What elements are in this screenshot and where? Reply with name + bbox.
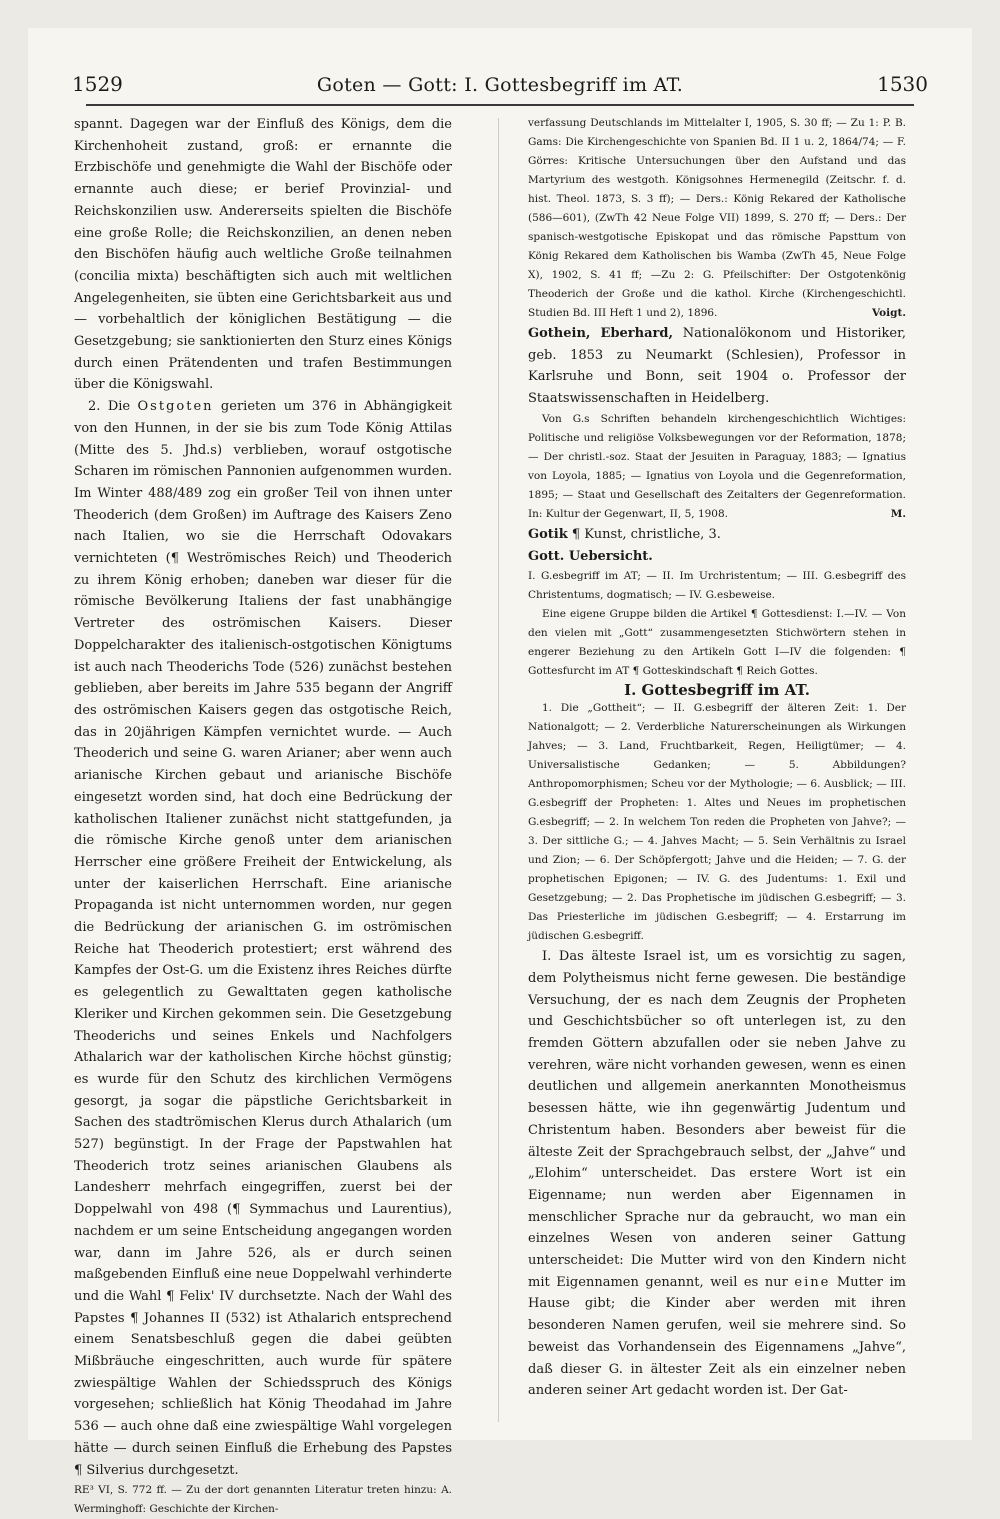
paragraph-westgoten-end: spannt. Dagegen war der Einfluß des Königs, dem die Kirchenhoheit zustand, groß: er ernannte die Erzbischöfe und genehmigte die Wahl der Bischöfe oder ernannte auch diese; er berief Provinzial- und Reichskonzilien usw. Andererseits spielten die Bischöfe eine große Rolle; die Reichskonzilien, an denen neben den Bischöfen häufig auch weltliche Große teilnahmen (concilia mixta) beschäftigten sich auch mit weltlichen Angelegenheiten, sie übten eine Gerichtsbarkeit aus und — vorbehaltlich der königlichen Bestätigung — die Gesetzgebung; sie sanktionierten den Sturz eines Königs durch einen Prätendenten und trafen Bestimmungen über die Königswahl. bbox=[74, 117, 452, 393]
header-rule bbox=[86, 104, 914, 106]
section-contents: 1. Die „Gottheit“; — II. G.esbegriff der älteren Zeit: 1. Der Nationalgott; — 2. Verderbliche Naturerscheinungen als Wirkungen Jahves; — 3. Land, Fruchtbarkeit, Regen, Heiligtümer; — 4. Universalistische Gedanken; — 5. Abbildungen? Anthropomorphismen; Scheu vor der Mythologie; — 6. Ausblick; — III. G.esbegriff der Propheten: 1. Altes und Neues im prophetischen G.esbegriff; — 2. In welchem Ton reden die Propheten von Jahve?; — 3. Der sittliche G.; — 4. Jahves Macht; — 5. Sein Verhältnis zu Israel und Zion; — 6. Der Schöpfergott; Jahve und die Heiden; — 7. G. der prophetischen Epigonen; — IV. G. des Judentums: 1. Exil und Gesetzgebung; — 2. Das Prophetische im jüdischen G.esbegriff; — 3. Das Priesterliche im jüdischen G.esbegriff; — 4. Erstarrung im jüdischen G.esbegriff. bbox=[528, 702, 906, 943]
literature-continued bbox=[528, 114, 906, 323]
section-body-text: I. Das älteste Israel ist, um es vorsichtig zu sagen, dem Polytheismus nicht ferne gewesen. Die beständige Versuchung, der es nach dem Zeugnis der Propheten und Geschichtsbücher so oft unterlegen ist, zu den fremden Göttern abzufallen oder sie neben Jahve zu verehren, wäre nicht vorhanden gewesen, wenn es einen deutlichen und allgemein anerkannten Monotheismus besessen hätte, wie ihn gegenwärtig Judentum und Christentum haben. Besonders aber beweist für die älteste Zeit der Sprachgebrauch selbst, der „Jahve“ und „Elohim“ unterscheidet. Das erstere Wort ist ein Eigenname; nun werden aber Eigennamen in menschlicher Sprache nur da gebraucht, wo man ein einzelnes Wesen von anderen seiner Gattung unterscheidet: Die Mutter wird von den Kindern nicht mit Eigennamen genannt, weil es nur bbox=[528, 949, 906, 1290]
entry-gotik-headword: Gotik bbox=[528, 526, 568, 542]
gothein-works-text: Von G.s Schriften behandeln kirchengeschichtlich Wichtiges: Politische und religiöse Volksbewegungen vor der Reformation, 1878; — Der christl.-soz. Staat der Jesuiten in Paraguay, 1883; — Ignatius von Loyola, 1885; — Ignatius von Loyola und die Gegenreformation, 1895; — Staat und Gesellschaft des Zeitalters der Gegenreformation. In: Kultur der Gegenwart, II, 5, 1908. bbox=[528, 412, 906, 520]
section-heading-gottesbegriff: I. Gottesbegriff im AT. bbox=[624, 681, 810, 700]
entry-gothein-works bbox=[528, 410, 906, 524]
page-number-right: 1530 bbox=[877, 72, 928, 96]
paragraph-ostgoten bbox=[74, 396, 452, 1481]
section-body-text-end: Mutter im Hause gibt; die Kinder aber werden mit ihren besonderen Namen gerufen, weil sie mehrere sind. So beweist das Vorhandensein des Eigennamens „Jahve“, daß dieser G. in ältester Zeit als ein einzelner neben anderen seiner Art gedacht worden ist. Der Gat- bbox=[528, 1274, 906, 1399]
entry-gothein bbox=[528, 323, 906, 410]
entry-gothein-text: Nationalökonom und Historiker, geb. 1853 zu Neumarkt (Schlesien), Professor in Karlsruhe und Bonn, seit 1904 o. Professor der Staatswissenschaften in Heidelberg. bbox=[528, 326, 906, 407]
entry-gott-heading: Gott. Uebersicht. bbox=[528, 548, 653, 564]
entry-gothein-headword: Gothein, Eberhard, bbox=[528, 326, 673, 341]
section-body-emphasis: eine bbox=[794, 1274, 831, 1290]
entry-gotik-text: ¶ Kunst, christliche, 3. bbox=[567, 526, 721, 542]
column-separator bbox=[498, 118, 499, 1422]
author-signature-m: M. bbox=[890, 507, 906, 520]
literature-start: RE³ VI, S. 772 ff. — Zu der dort genannten Literatur treten hinzu: A. Werminghoff: Geschichte der Kirchen- bbox=[74, 1484, 452, 1516]
page-number-left: 1529 bbox=[72, 72, 123, 96]
right-column bbox=[528, 114, 906, 1402]
gott-overview: I. G.esbegriff im AT; — II. Im Urchristentum; — III. G.esbegriff des Christentums, dogmatisch; — IV. G.esbeweise. bbox=[528, 570, 906, 602]
ostgoten-lead: 2. Die bbox=[88, 399, 138, 415]
gott-overview-related: Eine eigene Gruppe bilden die Artikel ¶ Gottesdienst: I.—IV. — Von den vielen mit „Gott“ zusammengesetzten Stichwörtern stehen in engerer Beziehung zu den Artikeln Gott I—IV die folgenden: ¶ Gottesfurcht im AT ¶ Gotteskindschaft ¶ Reich Gottes. bbox=[528, 608, 906, 678]
literature-text: verfassung Deutschlands im Mittelalter I, 1905, S. 30 ff; — Zu 1: P. B. Gams: Die Kirchengeschichte von Spanien Bd. II 1 u. 2, 1864/74; — F. Görres: Kritische Untersuchungen über den Aufstand und das Martyrium des westgoth. Königsohnes Hermenegild (Zeitschr. f. d. hist. Theol. 1873, S. 3 ff); — Ders.: König Rekared der Katholische (586—601), (ZwTh 42 Neue Folge VII) 1899, S. 270 ff; — Ders.: Der spanisch-westgotische Episkopat und das römische Papsttum von König Rekared dem Katholischen bis Wamba (ZwTh 45, Neue Folge X), 1902, S. 41 ff; —Zu 2: G. Pfeilschifter: Der Ostgotenkönig Theoderich der Große und die kathol. Kirche (Kirchengeschichtl. Studien Bd. III Heft 1 und 2), 1896. bbox=[528, 117, 906, 319]
entry-gotik bbox=[528, 524, 906, 546]
running-header bbox=[72, 64, 928, 96]
author-signature-voigt: Voigt. bbox=[871, 307, 906, 319]
running-title: Goten — Gott: I. Gottesbegriff im AT. bbox=[316, 74, 684, 96]
section-body bbox=[528, 946, 906, 1402]
ostgoten-keyword: Ostgoten bbox=[137, 399, 214, 415]
left-column bbox=[74, 114, 452, 1519]
book-page bbox=[28, 28, 972, 1516]
ostgoten-text: gerieten um 376 in Abhängigkeit von den Hunnen, in der sie bis zum Tode König Attilas (Mitte des 5. Jhd.s) verblieben, worauf ostgotische Scharen im römischen Pannonien aufgenommen wurden. Im Winter 488/489 zog ein großer Teil von ihnen unter Theoderich (dem Großen) im Auftrage des Kaisers Zeno nach Italien, wo sie die Herrschaft Odovakars vernichteten (¶ Weströmisches Reich) und Theoderich zu ihrem König erhoben; daneben war dieser für die römische Bevölkerung Italiens der fast unabhängige Vertreter des oströmischen Kaisers. Dieser Doppelcharakter des italienisch-ostgotischen Königtums ist auch nach Theoderichs Tode (526) zunächst bestehen geblieben, aber bereits im Jahre 535 begann der Angriff des oströmischen Kaisers gegen das ostgotische Reich, das in 20jährigen Kämpfen vernichtet wurde. — Auch Theoderich und seine G. waren Arianer; aber wenn auch arianische Kirchen gebaut und arianische Bischöfe eingesetzt worden sind, hat doch eine Bedrückung der katholischen Italiener zunächst nicht stattgefunden, ja die römische Kirche genoß unter dem arianischen Herrscher eine größere Freiheit der Entwickelung, als unter der kaiserlichen Herrschaft. Eine arianische Propaganda ist nicht unternommen worden, nur gegen die Bedrückung der arianischen G. im oströmischen Reiche hat Theoderich protestiert; erst während des Kampfes der Ost-G. um die Existenz ihres Reiches dürfte es gelegentlich zu Gewalttaten gegen katholische Kleriker und Kirchen gekommen sein. Die Gesetzgebung Theoderichs und seines Enkels und Nachfolgers Athalarich war der katholischen Kirche höchst günstig; es wurde für den Schutz des kirchlichen Vermögens gesorgt, ja sogar die päpstliche Gerichtsbarkeit in Sachen des stadtrömischen Klerus durch Athalarich (um 527) begünstigt. In der Frage der Papstwahlen hat Theoderich trotz seines arianischen Glaubens als Landesherr mehrfach eingegriffen, zuerst bei der Doppelwahl von 498 (¶ Symmachus und Laurentius), nachdem er um seine Entscheidung angegangen worden war, dann im Jahre 526, als er durch seinen maßgebenden Einfluß eine neue Doppelwahl verhinderte und die Wahl ¶ Felix' IV durchsetzte. Nach der Wahl des Papstes ¶ Johannes II (532) ist Athalarich entsprechend einem Senatsbeschluß gegen die dabei geübten Mißbräuche eingeschritten, auch wurde für spätere zwiespältige Wahlen der Schiedsspruch des Königs vorgesehen; schließlich hat König Theodahad im Jahre 536 — auch ohne daß eine zwiespältige Wahl vorgelegen hätte — durch seinen Einfluß die Erhebung des Papstes ¶ Silverius durchgesetzt. bbox=[74, 399, 452, 1478]
